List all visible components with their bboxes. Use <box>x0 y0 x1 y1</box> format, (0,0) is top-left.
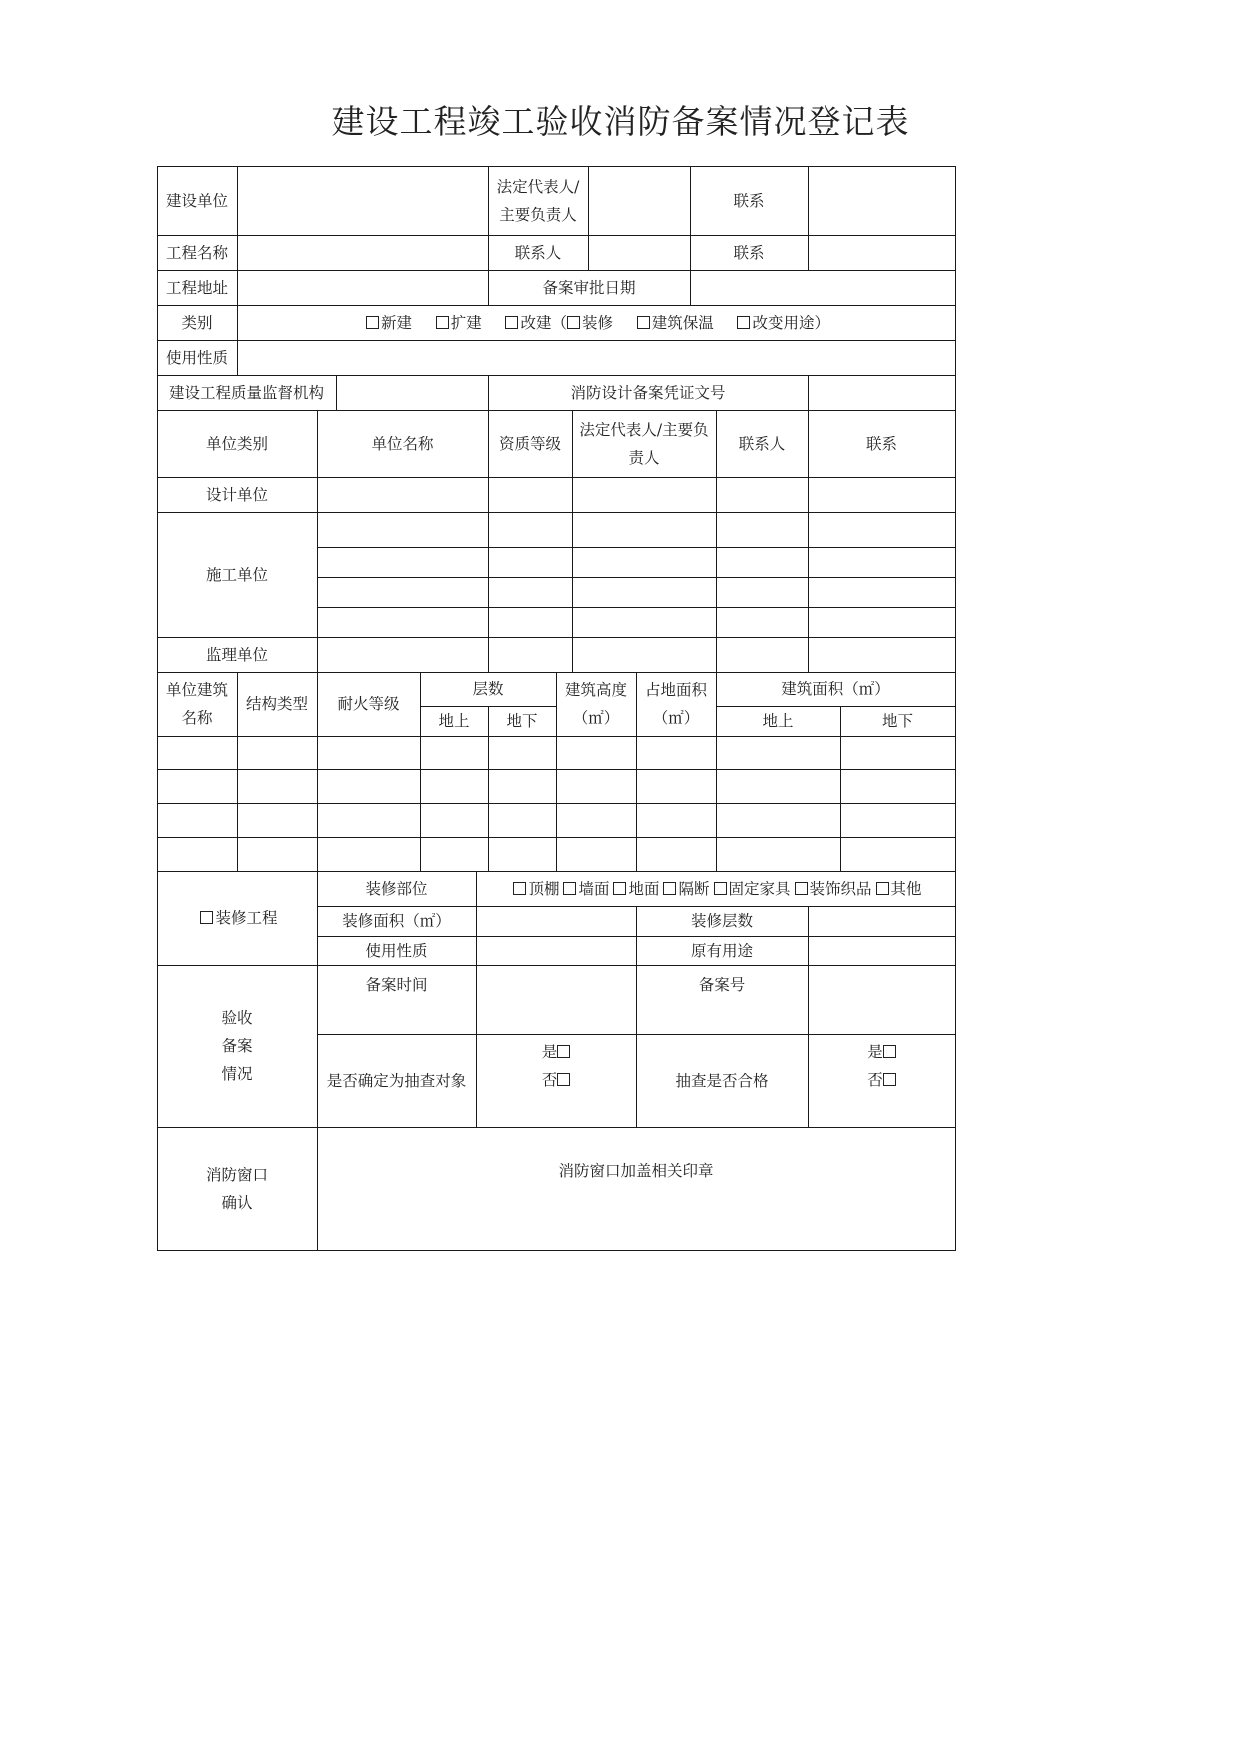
checkbox-icon[interactable] <box>795 882 808 895</box>
checkbox-icon[interactable] <box>557 1073 570 1086</box>
structure-type-header: 结构类型 <box>245 695 308 713</box>
building-name-header-line1: 单位建筑 <box>165 681 228 699</box>
quality-agency-label: 建设工程质量监督机构 <box>168 383 324 402</box>
category-rebuild-option[interactable]: 改建（ <box>501 314 567 332</box>
part-wall-option[interactable]: 墙面 <box>559 880 609 898</box>
category-expand-option[interactable]: 扩建 <box>432 314 482 332</box>
checkbox-icon[interactable] <box>883 1073 896 1086</box>
checkbox-icon[interactable] <box>883 1045 896 1058</box>
record-time-label: 备案时间 <box>365 976 428 994</box>
fire-design-doc-label: 消防设计备案凭证文号 <box>570 383 726 402</box>
spot-target-yes-option[interactable]: 是 <box>542 1038 571 1066</box>
height-header-line1: 建筑高度 <box>564 681 627 699</box>
fire-window-stamp-note: 消防窗口加盖相关印章 <box>558 1162 714 1180</box>
building-area-header: 建筑面积（㎡） <box>781 680 890 698</box>
checkbox-icon[interactable] <box>513 882 526 895</box>
checkbox-icon[interactable] <box>557 1045 570 1058</box>
approval-date-label: 备案审批日期 <box>542 278 636 297</box>
construction-unit-label: 建设单位 <box>165 191 228 210</box>
spot-pass-no-option[interactable]: 否 <box>867 1066 896 1094</box>
unit-rep-header-line1: 法定代表人/主要负 <box>579 420 709 439</box>
part-other-option[interactable]: 其他 <box>872 880 922 898</box>
category-label: 类别 <box>181 313 213 332</box>
spot-pass-yes-option[interactable]: 是 <box>867 1038 896 1066</box>
decoration-project-option[interactable]: 装修工程 <box>196 902 277 934</box>
form-title: 建设工程竣工验收消防备案情况登记表 <box>331 102 910 141</box>
floors-below-header: 地下 <box>506 712 538 730</box>
category-insulation-option[interactable]: 建筑保温 <box>633 314 714 332</box>
original-use-label: 原有用途 <box>690 941 753 960</box>
checkbox-icon[interactable] <box>505 316 518 329</box>
area-below-header: 地下 <box>881 712 913 730</box>
footprint-header-line1: 占地面积 <box>644 681 707 699</box>
checkbox-icon[interactable] <box>663 882 676 895</box>
spot-check-pass-label: 抽查是否合格 <box>675 1071 769 1090</box>
unit-contact-header: 联系 <box>865 434 897 453</box>
spot-target-no-option[interactable]: 否 <box>542 1066 571 1094</box>
floors-above-header: 地上 <box>438 712 470 730</box>
checkbox-icon[interactable] <box>613 882 626 895</box>
record-number-label: 备案号 <box>698 976 746 994</box>
category-decoration-option[interactable]: 装修 <box>567 314 613 332</box>
fire-rating-header: 耐火等级 <box>337 695 400 713</box>
part-ceiling-option[interactable]: 顶棚 <box>509 880 559 898</box>
checkbox-icon[interactable] <box>714 882 727 895</box>
height-header-line2: （㎡） <box>572 709 620 727</box>
acceptance-label-line3: 情况 <box>221 1065 253 1083</box>
decoration-usage-label: 使用性质 <box>365 941 428 960</box>
design-unit-label: 设计单位 <box>205 485 268 504</box>
part-floor-option[interactable]: 地面 <box>609 880 659 898</box>
category-change-use-option[interactable]: 改变用途） <box>733 314 830 332</box>
floors-header: 层数 <box>472 680 504 698</box>
checkbox-icon[interactable] <box>876 882 889 895</box>
part-furniture-option[interactable]: 固定家具 <box>710 880 791 898</box>
checkbox-icon[interactable] <box>737 316 750 329</box>
supervision-unit-label: 监理单位 <box>205 645 268 664</box>
part-partition-option[interactable]: 隔断 <box>659 880 709 898</box>
contact-person-label: 联系人 <box>514 243 562 262</box>
unit-type-header: 单位类别 <box>205 434 268 453</box>
area-above-header: 地上 <box>762 712 794 730</box>
building-name-header-line2: 名称 <box>181 709 213 727</box>
decoration-part-label: 装修部位 <box>365 879 428 898</box>
decoration-part-options <box>509 873 921 905</box>
contact-label: 联系 <box>733 191 765 210</box>
decoration-area-label: 装修面积（㎡） <box>342 912 451 930</box>
project-address-label: 工程地址 <box>165 278 228 297</box>
decoration-floors-label: 装修层数 <box>690 912 753 930</box>
project-name-label: 工程名称 <box>165 243 228 262</box>
usage-label: 使用性质 <box>165 348 228 367</box>
qualification-header: 资质等级 <box>498 434 561 453</box>
checkbox-icon[interactable] <box>567 316 580 329</box>
unit-rep-header-line2: 责人 <box>628 448 660 467</box>
category-new-option[interactable]: 新建 <box>362 314 412 332</box>
unit-name-header: 单位名称 <box>371 434 434 453</box>
legal-rep-label-line1: 法定代表人/ <box>496 177 580 196</box>
checkbox-icon[interactable] <box>200 911 213 924</box>
contact-label-2: 联系 <box>733 243 765 262</box>
checkbox-icon[interactable] <box>563 882 576 895</box>
construction-contractor-label: 施工单位 <box>205 565 268 584</box>
checkbox-icon[interactable] <box>366 316 379 329</box>
footprint-header-line2: （㎡） <box>652 709 700 727</box>
spot-check-target-label: 是否确定为抽查对象 <box>326 1071 467 1090</box>
part-fabric-option[interactable]: 装饰织品 <box>791 880 872 898</box>
acceptance-label-line1: 验收 <box>221 1009 253 1027</box>
legal-rep-label-line2: 主要负责人 <box>499 205 577 224</box>
checkbox-icon[interactable] <box>436 316 449 329</box>
fire-window-label-line1: 消防窗口 <box>205 1165 268 1184</box>
fire-window-label-line2: 确认 <box>221 1193 253 1212</box>
checkbox-icon[interactable] <box>637 316 650 329</box>
unit-contact-person-header: 联系人 <box>738 434 786 453</box>
acceptance-label-line2: 备案 <box>221 1037 253 1055</box>
